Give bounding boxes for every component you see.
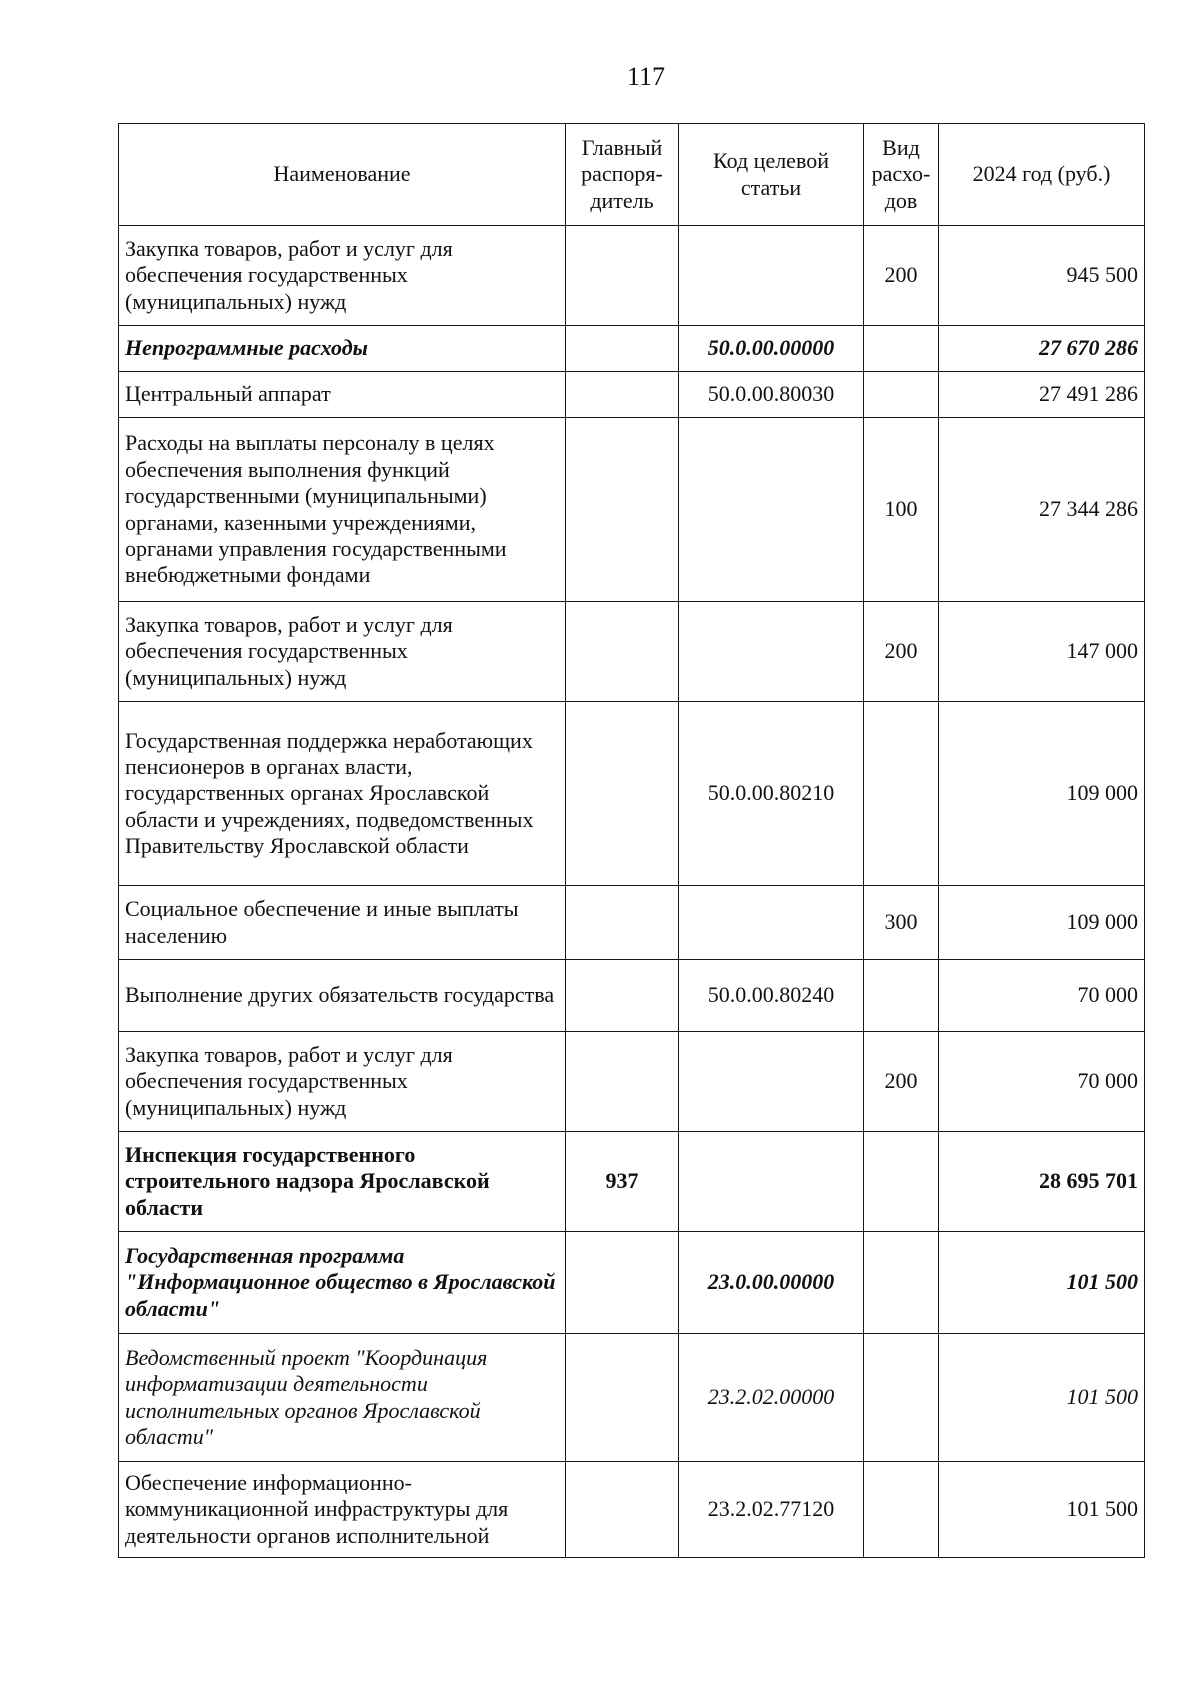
row-amount: 147 000 <box>939 602 1145 702</box>
row-code <box>679 886 864 960</box>
table-row <box>119 418 1145 602</box>
row-code: 23.2.02.00000 <box>679 1334 864 1462</box>
row-type <box>864 372 939 418</box>
row-type: 300 <box>864 886 939 960</box>
row-name: Центральный аппарат <box>119 372 566 418</box>
row-type: 200 <box>864 602 939 702</box>
row-name: Непрограммные расходы <box>119 326 566 372</box>
row-type: 100 <box>864 418 939 602</box>
row-name: Закупка товаров, работ и услуг для обеспечения государственных (муниципальных) нужд <box>119 226 566 326</box>
row-amount: 945 500 <box>939 226 1145 326</box>
table-row <box>119 1462 1145 1558</box>
table-row <box>119 886 1145 960</box>
row-amount: 109 000 <box>939 702 1145 886</box>
row-code: 50.0.00.80210 <box>679 702 864 886</box>
row-type <box>864 1232 939 1334</box>
row-amount: 101 500 <box>939 1334 1145 1462</box>
header-code: Код целевой статьи <box>679 124 864 226</box>
row-name: Выполнение других обязательств государства <box>119 960 566 1032</box>
row-name: Инспекция государственного строительного надзора Ярославской области <box>119 1132 566 1232</box>
row-admin <box>566 418 679 602</box>
row-type <box>864 1334 939 1462</box>
header-admin: Главный распоря-дитель <box>566 124 679 226</box>
header-type: Вид расхо-дов <box>864 124 939 226</box>
row-type <box>864 1132 939 1232</box>
row-code: 50.0.00.00000 <box>679 326 864 372</box>
row-code: 50.0.00.80030 <box>679 372 864 418</box>
row-name: Ведомственный проект "Координация информатизации деятельности исполнительных органов Ярославской области" <box>119 1334 566 1462</box>
table-row <box>119 602 1145 702</box>
row-name: Расходы на выплаты персоналу в целях обеспечения выполнения функций государственными (муниципальными) органами, казенными учреждениями, органами управления государственными внебюджетными фондами <box>119 418 566 602</box>
row-code: 23.0.00.00000 <box>679 1232 864 1334</box>
row-admin <box>566 1032 679 1132</box>
row-amount: 27 670 286 <box>939 326 1145 372</box>
row-admin <box>566 226 679 326</box>
row-amount: 70 000 <box>939 960 1145 1032</box>
table-row <box>119 1232 1145 1334</box>
row-amount: 109 000 <box>939 886 1145 960</box>
row-admin <box>566 1462 679 1558</box>
row-code <box>679 1032 864 1132</box>
page-number: 117 <box>626 62 666 91</box>
row-admin <box>566 326 679 372</box>
table-row <box>119 326 1145 372</box>
table-row <box>119 1032 1145 1132</box>
row-amount: 27 491 286 <box>939 372 1145 418</box>
row-admin <box>566 372 679 418</box>
row-code: 50.0.00.80240 <box>679 960 864 1032</box>
table-row <box>119 960 1145 1032</box>
table-row <box>119 1334 1145 1462</box>
row-type: 200 <box>864 226 939 326</box>
row-admin: 937 <box>566 1132 679 1232</box>
row-code <box>679 602 864 702</box>
table-row <box>119 372 1145 418</box>
table-header-row <box>119 124 1145 226</box>
row-admin <box>566 1232 679 1334</box>
header-amount: 2024 год (руб.) <box>939 124 1145 226</box>
row-admin <box>566 960 679 1032</box>
row-name: Государственная поддержка неработающих пенсионеров в органах власти, государственных органах Ярославской области и учреждениях, подведомственных Правительству Ярославской области <box>119 702 566 886</box>
table-row <box>119 1132 1145 1232</box>
row-type: 200 <box>864 1032 939 1132</box>
row-amount: 101 500 <box>939 1462 1145 1558</box>
row-name: Социальное обеспечение и иные выплаты населению <box>119 886 566 960</box>
row-type <box>864 1462 939 1558</box>
row-amount: 70 000 <box>939 1032 1145 1132</box>
row-admin <box>566 602 679 702</box>
row-amount: 27 344 286 <box>939 418 1145 602</box>
row-code <box>679 418 864 602</box>
row-amount: 28 695 701 <box>939 1132 1145 1232</box>
row-name: Закупка товаров, работ и услуг для обеспечения государственных (муниципальных) нужд <box>119 1032 566 1132</box>
table-row <box>119 702 1145 886</box>
budget-table <box>118 123 1145 1558</box>
row-admin <box>566 1334 679 1462</box>
table-row <box>119 226 1145 326</box>
row-name: Государственная программа "Информационное общество в Ярославской области" <box>119 1232 566 1334</box>
row-code <box>679 226 864 326</box>
row-code: 23.2.02.77120 <box>679 1462 864 1558</box>
row-type <box>864 960 939 1032</box>
row-code <box>679 1132 864 1232</box>
row-type <box>864 702 939 886</box>
row-admin <box>566 702 679 886</box>
header-name: Наименование <box>119 124 566 226</box>
row-amount: 101 500 <box>939 1232 1145 1334</box>
row-type <box>864 326 939 372</box>
row-name: Закупка товаров, работ и услуг для обеспечения государственных (муниципальных) нужд <box>119 602 566 702</box>
row-name: Обеспечение информационно-коммуникационной инфраструктуры для деятельности органов исполнительной <box>119 1462 566 1558</box>
row-admin <box>566 886 679 960</box>
